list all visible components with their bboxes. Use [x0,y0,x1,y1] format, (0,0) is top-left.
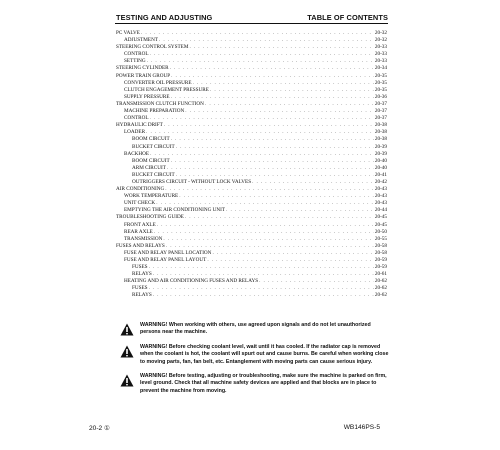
toc-entry[interactable] [116,144,387,151]
toc-entry-title: BOOM CIRCUIT [132,157,170,164]
toc-entry-title: AIR CONDITIONING [116,186,165,193]
toc-entry-title: WORK TEMPERATURE [124,193,179,200]
toc-entry[interactable] [116,165,387,172]
toc-entry-page: 20-32 [374,30,387,36]
toc-entry-page: 20-58 [374,249,387,256]
toc-leader-dots [163,236,374,243]
warning-text: WARNING! Before testing, adjusting or troubleshooting, make sure the machine is parked on firm, level ground. Check that all machine safety devices are applied and that blocks are in place to prevent the machine from moving. [140,373,387,394]
toc-leader-dots [157,222,374,229]
toc-entry[interactable] [116,172,387,179]
toc-entry-page: 20-42 [374,178,387,185]
warning-block [120,344,392,366]
toc-entry-page: 20-40 [374,157,387,164]
warning-triangle-icon [120,345,134,358]
toc-entry-page: 20-41 [374,171,387,178]
toc-entry-page: 20-45 [374,221,387,228]
toc-entry[interactable] [116,186,387,193]
toc-leader-dots [176,144,374,151]
toc-leader-dots [150,51,374,58]
toc-entry-title: TRANSMISSION CLUTCH FUNCTION [116,100,204,107]
toc-leader-dots [167,165,374,172]
header-rule [115,23,388,24]
toc-entry-title: SUPPLY PRESSURE [124,93,170,100]
toc-leader-dots [179,193,374,200]
toc-entry[interactable] [116,264,387,271]
toc-entry-title: LOADER [124,129,146,136]
toc-leader-dots [207,257,374,264]
toc-entry-page: 20-43 [374,200,387,207]
toc-entry-page: 20-38 [374,136,387,143]
toc-entry[interactable] [116,179,387,186]
warning-text: WARNING! When working with others, use agreed upon signals and do not let unauthorized persons near the machine. [140,322,371,336]
toc-entry[interactable] [116,129,387,136]
toc-entry-title: REAR AXLE [124,228,153,235]
toc-entry-title: HEATING AND AIR CONDITIONING FUSES AND RELAYS [124,278,259,285]
warnings-section [120,322,392,402]
toc-entry-page: 20-37 [374,108,387,115]
toc-leader-dots [150,151,374,158]
toc-leader-dots [153,292,374,299]
toc-leader-dots [154,229,374,236]
toc-entry-page: 20-62 [374,278,387,285]
toc-entry[interactable] [116,87,387,94]
toc-leader-dots [205,101,374,108]
table-of-contents [116,30,387,300]
toc-leader-dots [212,250,373,257]
toc-entry-page: 20-34 [374,65,387,72]
toc-entry-title: FRONT AXLE [124,221,156,228]
toc-entry-title: FUSES AND RELAYS [116,242,165,249]
toc-leader-dots [150,115,374,122]
toc-entry[interactable] [116,30,387,37]
toc-entry-title: STEERING CONTROL SYSTEM [116,44,189,51]
toc-entry[interactable] [116,58,387,65]
toc-leader-dots [259,278,374,285]
toc-entry-page: 20-61 [374,271,387,278]
toc-entry[interactable] [116,250,387,257]
toc-entry[interactable] [116,115,387,122]
toc-leader-dots [171,94,374,101]
toc-entry-title: CONVERTER OIL PRESSURE [124,79,192,86]
toc-entry-title: BOOM CIRCUIT [132,136,170,143]
toc-entry-title: FUSES [132,264,148,271]
toc-entry[interactable] [116,44,387,51]
toc-entry[interactable] [116,229,387,236]
toc-entry-title: OUTRIGGERS CIRCUIT - WITHOUT LOCK VALVES [132,178,252,185]
toc-entry-title: POWER TRAIN GROUP [116,72,171,79]
toc-entry-title: CONTROL [124,51,149,58]
toc-entry-title: EMPTYING THE AIR CONDITIONING UNIT [124,207,226,214]
toc-entry[interactable] [116,136,387,143]
toc-leader-dots [147,58,374,65]
toc-entry-page: 20-50 [374,228,387,235]
toc-entry-page: 20-62 [374,292,387,299]
toc-leader-dots [149,285,374,292]
toc-entry-page: 20-40 [374,164,387,171]
toc-entry[interactable] [116,65,387,72]
toc-entry-title: CLUTCH ENGAGEMENT PRESSURE [124,86,209,93]
toc-entry-title: ADJUSTMENT [124,37,159,44]
toc-entry-page: 20-38 [374,129,387,136]
toc-entry-title: MACHINE PREPARATION [124,108,185,115]
toc-entry[interactable] [116,122,387,129]
toc-leader-dots [166,243,374,250]
warning-block [120,373,392,395]
toc-entry[interactable] [116,236,387,243]
toc-entry[interactable] [116,243,387,250]
toc-entry-title: STEERING CYLINDER [116,65,169,72]
toc-entry-page: 20-33 [374,58,387,65]
toc-entry-title: ARM CIRCUIT [132,164,166,171]
toc-entry-page: 20-33 [374,44,387,51]
toc-leader-dots [189,44,373,51]
toc-entry[interactable] [116,94,387,101]
page-number: 20-2 ① [89,425,110,432]
toc-entry-title: HYDRAULIC DRIFT [116,122,163,129]
toc-leader-dots [141,30,374,37]
model-code: WB146PS-5 [343,424,380,431]
toc-entry-title: FUSES [132,285,148,292]
toc-entry-page: 20-33 [374,51,387,58]
toc-leader-dots [171,158,374,165]
toc-entry-title: UNIT CHECK [124,200,156,207]
toc-entry[interactable] [116,278,387,285]
toc-entry[interactable] [116,214,387,221]
toc-leader-dots [185,214,374,221]
toc-entry-page: 20-37 [374,100,387,107]
toc-entry-title: FUSE AND RELAY PANEL LAYOUT [124,257,207,263]
toc-entry-title: BUCKET CIRCUIT [132,143,175,150]
warning-triangle-icon [120,374,134,387]
toc-entry-page: 20-35 [374,86,387,93]
toc-leader-dots [226,207,374,214]
toc-entry[interactable] [116,271,387,278]
toc-leader-dots [170,65,374,72]
toc-entry-title: PC VALVE [116,30,140,36]
toc-entry-title: TROUBLESHOOTING GUIDE [116,214,184,221]
toc-entry-page: 20-58 [374,242,387,249]
toc-leader-dots [176,172,374,179]
toc-leader-dots [164,122,374,129]
toc-entry-title: FUSE AND RELAY PANEL LOCATION [124,249,212,256]
toc-leader-dots [171,136,374,143]
toc-entry-page: 20-35 [374,72,387,79]
toc-entry[interactable] [116,200,387,207]
toc-entry-page: 20-44 [374,207,387,214]
toc-entry-page: 20-55 [374,235,387,242]
toc-entry-page: 20-35 [374,79,387,86]
toc-entry-title: TRANSMISSION [124,235,163,242]
toc-entry[interactable] [116,285,387,292]
toc-entry-page: 20-38 [374,122,387,129]
toc-entry-title: BUCKET CIRCUIT [132,171,175,178]
toc-entry-page: 20-43 [374,186,387,193]
toc-entry[interactable] [116,222,387,229]
warning-block [120,322,392,337]
toc-entry-page: 20-59 [374,257,387,263]
toc-entry-title: SETTING [124,58,146,65]
toc-entry-page: 20-59 [374,264,387,271]
toc-entry[interactable] [116,73,387,80]
toc-entry-page: 20-43 [374,193,387,200]
toc-entry-page: 20-36 [374,93,387,100]
toc-entry[interactable] [116,158,387,165]
toc-entry-page: 20-45 [374,214,387,221]
toc-entry-title: CONTROL [124,115,149,122]
toc-entry-title: RELAYS [132,292,152,299]
toc-leader-dots [156,200,374,207]
toc-entry[interactable] [116,108,387,115]
toc-leader-dots [193,80,374,87]
toc-entry[interactable] [116,37,387,44]
toc-leader-dots [146,129,374,136]
toc-leader-dots [171,73,374,80]
warning-text: WARNING! Before checking coolant level, wait until it has cooled. If the radiator cap is removed when the coolant is hot, the coolant will spurt out and cause burns. Be careful when working close to moving parts, fan, fan belt, etc. Entanglement with moving parts can cause serious injury. [140,343,389,365]
toc-entry[interactable] [116,51,387,58]
toc-leader-dots [149,264,374,271]
toc-entry-title: RELAYS [132,271,152,278]
toc-leader-dots [185,108,374,115]
toc-leader-dots [252,179,374,186]
toc-leader-dots [159,37,374,44]
toc-entry[interactable] [116,193,387,200]
warning-triangle-icon [120,323,134,336]
toc-entry[interactable] [116,101,387,108]
toc-entry[interactable] [116,257,387,264]
toc-entry-page: 20-39 [374,150,387,157]
toc-leader-dots [210,87,374,94]
section-title: TESTING AND ADJUSTING [116,13,213,22]
toc-entry-title: BACKHOE [124,150,150,157]
toc-entry[interactable] [116,292,387,299]
toc-entry[interactable] [116,80,387,87]
header-table-of-contents: TABLE OF CONTENTS [307,13,388,22]
toc-entry-page: 20-37 [374,115,387,122]
toc-entry-page: 20-32 [374,37,387,44]
toc-leader-dots [165,186,374,193]
toc-entry-page: 20-39 [374,143,387,150]
toc-leader-dots [153,271,374,278]
toc-entry[interactable] [116,151,387,158]
toc-entry[interactable] [116,207,387,214]
toc-entry-page: 20-62 [374,285,387,292]
